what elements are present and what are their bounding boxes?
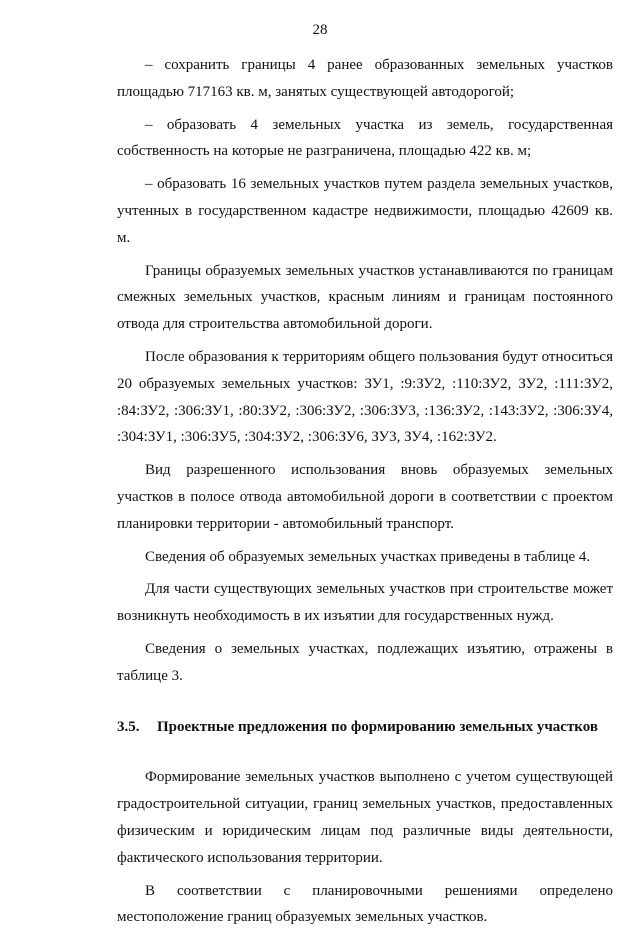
document-body	[117, 52, 613, 931]
paragraph-permitted-use: Вид разрешенного использования вновь образуемых земельных участков в полосе отвода автомобильной дороги в соответствии с проектом планировки территории - автомобильный транспорт.	[117, 462, 613, 532]
section-number: 3.5.	[117, 718, 140, 735]
paragraph-keep-borders: – сохранить границы 4 ранее образованных земельных участков площадью 717163 кв. м, занятых существующей автодорогой;	[117, 57, 613, 100]
section-heading	[117, 714, 613, 741]
paragraph-table-4-ref: Сведения об образуемых земельных участках приведены в таблице 4.	[145, 548, 591, 565]
paragraph-seizure-need: Для части существующих земельных участков при строительстве может возникнуть необходимость в их изъятии для государственных нужд.	[117, 581, 613, 625]
paragraph-table-3-ref: Сведения о земельных участках, подлежащих изъятию, отражены в таблице 3.	[117, 640, 613, 684]
paragraph-location-defined: В соответствии с планировочными решениями определено местоположение границ образуемых земельных участков.	[117, 882, 613, 926]
paragraph-boundaries: Границы образуемых земельных участков устанавливаются по границам смежных земельных участков, красным линиям и границам постоянного отвода для строительства автомобильной дороги.	[117, 262, 613, 333]
paragraph-formation-basis: Формирование земельных участков выполнено с учетом существующей градостроительной ситуации, границ земельных участков, предоставленных физическим и юридическим лицам под различные виды деятельности, фактического использования территории.	[117, 769, 613, 866]
paragraph-form-4-plots: – образовать 4 земельных участка из земель, государственная собственность на которые не разграничена, площадью 422 кв. м;	[117, 116, 613, 160]
paragraph-public-territories: После образования к территориям общего пользования будут относиться 20 образуемых земельных участков: ЗУ1, :9:ЗУ2, :110:ЗУ2, ЗУ2, :111:ЗУ2, :84:ЗУ2, :306:ЗУ1, :80:ЗУ2, :306:ЗУ2, :306:ЗУ3, :136:ЗУ2, :143:ЗУ2, :306:ЗУ4, :304:ЗУ1, :306:ЗУ5, :304:ЗУ2, :306:ЗУ6, ЗУ3, ЗУ4, :162:ЗУ2.	[117, 348, 613, 446]
paragraph-form-16-plots: – образовать 16 земельных участков путем раздела земельных участков, учтенных в государственном кадастре недвижимости, площадью 42609 кв. м.	[117, 176, 613, 246]
page-number: 28	[312, 22, 328, 38]
section-title: Проектные предложения по формированию земельных участков	[157, 718, 598, 735]
